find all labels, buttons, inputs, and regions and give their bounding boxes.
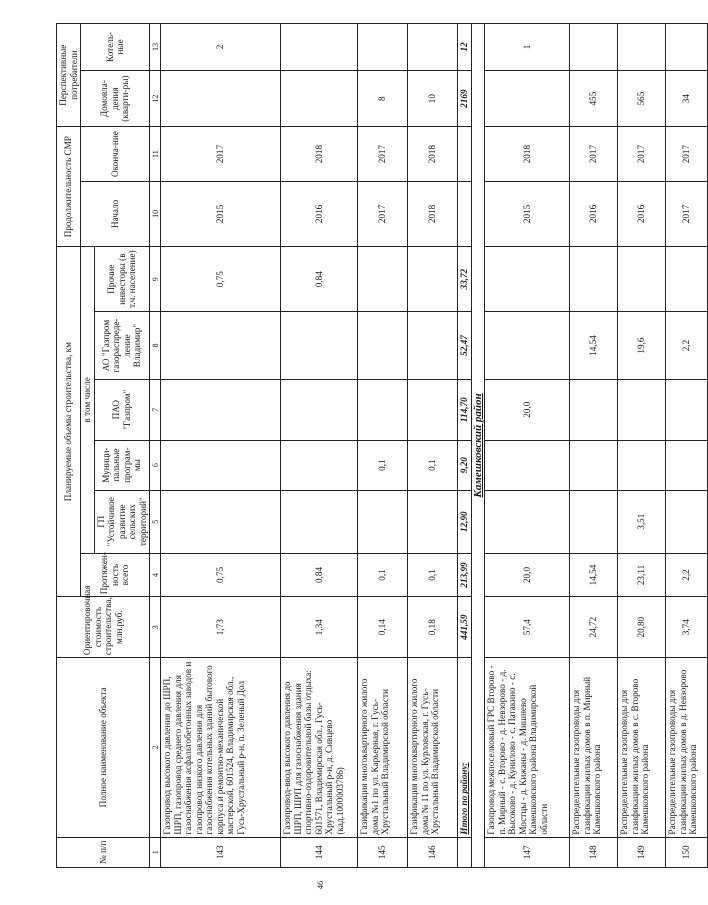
cell-end: 2017 (618, 127, 666, 181)
cell-gazvl (358, 312, 408, 379)
col-index: 7 (150, 379, 161, 440)
cell-n: 147 (485, 837, 570, 867)
cell-end: 2018 (485, 127, 570, 181)
cell-gaz (161, 379, 281, 440)
cell-n: 150 (666, 837, 708, 867)
cell-gazvl: 14,54 (570, 312, 618, 379)
table-row (408, 24, 458, 868)
cell-start: 2016 (570, 181, 618, 246)
cell-hh: 565 (618, 70, 666, 127)
cell-gazvl: 2,2 (666, 312, 708, 379)
district-title: Камешковский район (471, 24, 485, 868)
cell-gp (408, 490, 458, 553)
col-index: 11 (150, 127, 161, 181)
cell-boil (618, 24, 666, 71)
total-other: 33,72 (458, 247, 472, 312)
cell-gaz (281, 379, 358, 440)
cell-hh: 10 (408, 70, 458, 127)
cell-cost: 57,4 (485, 597, 570, 658)
header-start: Начало (81, 181, 150, 246)
cell-gaz (408, 379, 458, 440)
cell-gp (281, 490, 358, 553)
cell-start: 2015 (161, 181, 281, 246)
total-start (458, 181, 472, 246)
cell-hh (485, 70, 570, 127)
total-section (458, 24, 485, 868)
header-num: № п/п (57, 837, 150, 867)
rows-section-a (161, 24, 458, 868)
cell-hh: 34 (666, 70, 708, 127)
col-index: 4 (150, 553, 161, 597)
cell-end: 2018 (408, 127, 458, 181)
cell-len: 23,11 (618, 553, 666, 597)
col-index: 8 (150, 312, 161, 379)
cell-cost: 0,18 (408, 597, 458, 658)
cell-hh (161, 70, 281, 127)
total-num (458, 837, 472, 867)
header-volumes: Планируемые объемы строительства, км (57, 247, 81, 597)
table-row (666, 24, 708, 868)
cell-hh: 455 (570, 70, 618, 127)
table-row (618, 24, 666, 868)
cell-gaz (358, 379, 408, 440)
cell-start: 2017 (666, 181, 708, 246)
cell-boil: 1 (485, 24, 570, 71)
cell-muni: 0,1 (358, 440, 408, 490)
cell-name: Газопровод-ввод высокого давления до ШРП, ШРП для газоснабжения здания спортивно-оздоровительной базы отдыха: 601571, Владимирская обл., Гусь-Хрустальный р-н, д. Сивцево (кад.1000003786) (281, 658, 358, 837)
cell-end: 2017 (666, 127, 708, 181)
col-index: 10 (150, 181, 161, 246)
cell-gp (358, 490, 408, 553)
rotated-table-sheet (56, 23, 698, 868)
cell-muni (618, 440, 666, 490)
header-length: Протяжен-ность всего (81, 553, 150, 597)
cell-boil (570, 24, 618, 71)
table-row (281, 24, 358, 868)
cell-name: Распределительные газопроводы для газификации жилых домов в д. Невзорово Камешковского района (666, 658, 708, 837)
cell-gp: 3,51 (618, 490, 666, 553)
total-label: Итого по району: (458, 658, 472, 837)
cell-name: Распределительные газопроводы для газификации жилых домов в п. Мирный Камешковского района (570, 658, 618, 837)
col-index: 5 (150, 490, 161, 553)
total-hh: 2169 (458, 70, 472, 127)
header-name: Полное наименование объекта (57, 658, 150, 837)
header-cost: Ориентировочная стоимость строительства, млн.руб. (57, 597, 150, 658)
cell-len: 2,2 (666, 553, 708, 597)
cell-muni (161, 440, 281, 490)
cell-start: 2017 (358, 181, 408, 246)
cell-gaz (666, 379, 708, 440)
header-incl: в том числе (81, 247, 95, 554)
cell-start: 2015 (485, 181, 570, 246)
col-index: 9 (150, 247, 161, 312)
cell-gazvl (161, 312, 281, 379)
cell-boil (408, 24, 458, 71)
header-gazprom-vl: АО "Газпром газораспреде-ление Владимир" (94, 312, 150, 379)
cell-other (618, 247, 666, 312)
cell-hh: 8 (358, 70, 408, 127)
cell-name: Газопровод межпоселковый ГРС Второво - п. Мирный - с. Второво - д. Невзорово - д. Высоково - д. Кунилово - с. Патакино - с. Мостцы - д. Кижаны - д. Мишнево Камешковского района Владимирской области (485, 658, 570, 837)
cell-len: 14,54 (570, 553, 618, 597)
total-row (458, 24, 472, 868)
cell-end: 2018 (281, 127, 358, 181)
cell-other (358, 247, 408, 312)
cell-muni (485, 440, 570, 490)
table-row (358, 24, 408, 868)
cell-gaz (618, 379, 666, 440)
cell-len: 0,84 (281, 553, 358, 597)
cell-gazvl: 19,6 (618, 312, 666, 379)
header-boilers: Котель-ные (81, 24, 150, 71)
cell-cost: 0,14 (358, 597, 408, 658)
cell-gazvl (281, 312, 358, 379)
cell-start: 2016 (281, 181, 358, 246)
total-end (458, 127, 472, 181)
col-index: 13 (150, 24, 161, 71)
district-row (471, 24, 485, 868)
cell-boil (666, 24, 708, 71)
cell-other (666, 247, 708, 312)
cell-cost: 24,72 (570, 597, 618, 658)
table-row (570, 24, 618, 868)
col-index: 3 (150, 597, 161, 658)
cell-gazvl (485, 312, 570, 379)
cell-other (408, 247, 458, 312)
cell-gazvl (408, 312, 458, 379)
total-gazvl: 52,47 (458, 312, 472, 379)
header-households: Домовла-дения (кварти-ры) (81, 70, 150, 127)
total-muni: 9,20 (458, 440, 472, 490)
cell-len: 0,75 (161, 553, 281, 597)
col-index: 1 (150, 837, 161, 867)
cell-len: 0,1 (408, 553, 458, 597)
cell-muni (666, 440, 708, 490)
cell-other: 0,75 (161, 247, 281, 312)
cell-other (570, 247, 618, 312)
cell-end: 2017 (161, 127, 281, 181)
table-header (57, 24, 161, 868)
cell-boil (281, 24, 358, 71)
cell-other (485, 247, 570, 312)
header-duration: Продолжительность СМР (57, 127, 81, 247)
cell-start: 2018 (408, 181, 458, 246)
cell-gaz (570, 379, 618, 440)
cell-end: 2017 (570, 127, 618, 181)
cell-len: 0,1 (358, 553, 408, 597)
header-gp: ГП "Устойчивое развитие сельских территорий" (94, 490, 150, 553)
cell-n: 144 (281, 837, 358, 867)
cell-n: 148 (570, 837, 618, 867)
header-muni: Муници-пальные програм-мы (94, 440, 150, 490)
cell-hh (281, 70, 358, 127)
total-len: 213,99 (458, 553, 472, 597)
cell-gp (485, 490, 570, 553)
cell-cost: 1,73 (161, 597, 281, 658)
cell-gp (570, 490, 618, 553)
table-row (161, 24, 281, 868)
col-index: 6 (150, 440, 161, 490)
cell-gaz: 20,0 (485, 379, 570, 440)
cell-other: 0,84 (281, 247, 358, 312)
cell-name: Газификация многоквартирного жилого дома №1 по ул. Карьерная, г. Гусь-Хрустальный Владимирской области (358, 658, 408, 837)
cell-cost: 3,74 (666, 597, 708, 658)
cell-muni (281, 440, 358, 490)
header-gazprom: ПАО "Газпром" (94, 379, 150, 440)
cell-n: 145 (358, 837, 408, 867)
cell-name: Газопровод высокого давления до ШРП, ШРП, газопровод среднего давления для газоснабжения асфальтобетонных заводов и газопровод низкого давления для газоснабжения котельных зданий бытового корпуса и ремонтно-механической мастерской, 601524, Владимирская обл., Гусь-Хрустальный р-н, п. Зеленый Дол (161, 658, 281, 837)
cell-len: 20,0 (485, 553, 570, 597)
construction-plan-table (56, 23, 708, 868)
total-gaz: 114,70 (458, 379, 472, 440)
cell-muni (570, 440, 618, 490)
cell-cost: 20,80 (618, 597, 666, 658)
header-consumers: Перспективные потребители (57, 24, 81, 127)
header-other: Прочие инвесторы (в т.ч. население) (94, 247, 150, 312)
cell-n: 149 (618, 837, 666, 867)
cell-boil (358, 24, 408, 71)
table-row (485, 24, 570, 868)
total-boil: 12 (458, 24, 472, 71)
page-number: 46 (315, 880, 325, 890)
cell-end: 2017 (358, 127, 408, 181)
total-cost: 441,59 (458, 597, 472, 658)
cell-n: 143 (161, 837, 281, 867)
rows-section-b (485, 24, 708, 868)
cell-n: 146 (408, 837, 458, 867)
cell-gp (161, 490, 281, 553)
cell-muni: 0,1 (408, 440, 458, 490)
cell-name: Распределительные газопроводы для газификации жилых домов в с. Второво Камешковского района (618, 658, 666, 837)
total-gp: 12,90 (458, 490, 472, 553)
cell-cost: 1,34 (281, 597, 358, 658)
header-end: Оконча-ние (81, 127, 150, 181)
col-index: 12 (150, 70, 161, 127)
cell-gp (666, 490, 708, 553)
cell-start: 2016 (618, 181, 666, 246)
cell-name: Газификация многоквартирного жилого дома № 11 по ул. Курловская, г. Гусь-Хрустальный Владимирской области (408, 658, 458, 837)
col-index: 2 (150, 658, 161, 837)
cell-boil: 2 (161, 24, 281, 71)
